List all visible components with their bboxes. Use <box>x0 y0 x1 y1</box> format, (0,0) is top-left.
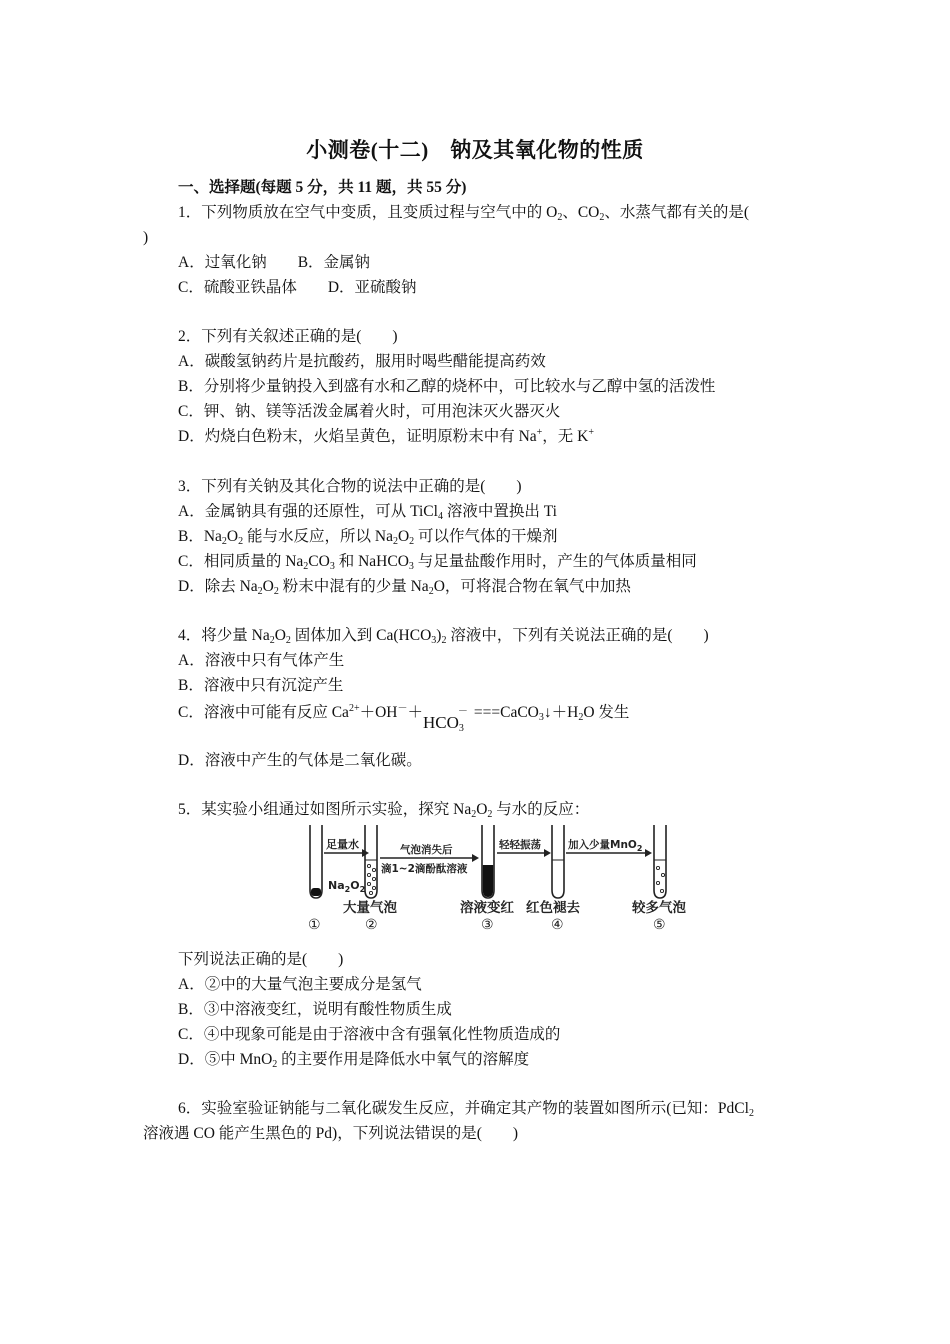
q2-option-a: A．碳酸氢钠药片是抗酸药，服用时喝些醋能提高药效 <box>178 353 546 370</box>
q4-option-d: D．溶液中产生的气体是二氧化碳。 <box>178 752 422 769</box>
q5-option-a: A．②中的大量气泡主要成分是氢气 <box>178 976 422 993</box>
q2-option-c: C．钾、钠、镁等活泼金属着火时，可用泡沫灭火器灭火 <box>178 403 561 420</box>
q4-stem: 4．将少量 $Na_2O_2$ 固体加入到 $Ca(HCO_3)_2$ 溶液中，下列有关说法正确的是( ) <box>178 627 709 646</box>
q1-stem-cont: ) <box>143 229 149 246</box>
test-tube-3 <box>482 825 494 898</box>
q3-option-b: B．$Na_2O_2$ 能与水反应，所以 $Na_2O_2$ 可以作气体的干燥剂 <box>178 528 558 547</box>
q3-option-d: D．除去 $Na_2O_2$ 粉末中混有的少量 $Na_2O$，可将混合物在氧气中加热 <box>178 578 631 597</box>
q2-option-d: D．灼烧白色粉末，火焰呈黄色，证明原粉末中有 Na+，无 K+ <box>178 427 595 445</box>
arrow-2-bottom-label: 滴1~2滴酚酞溶液 <box>381 863 468 875</box>
caption-5: 较多气泡 <box>632 900 686 916</box>
number-3: ③ <box>481 918 494 933</box>
page-title: 小测卷(十二) 钠及其氧化物的性质 <box>306 138 644 162</box>
q5-experiment-diagram <box>300 820 686 935</box>
q1-stem: 1．下列物质放在空气中变质，且变质过程与空气中的 $O_2$、$CO_2$、水蒸气都有关的是( <box>178 204 750 223</box>
test-tube-2 <box>365 825 377 898</box>
q4-option-b: B．溶液中只有沉淀产生 <box>178 677 344 694</box>
caption-4: 红色褪去 <box>526 900 580 916</box>
test-tube-5 <box>654 825 666 898</box>
q1-options-ab: A．过氧化钠 B．金属钠 <box>178 254 371 271</box>
q1-options-cd: C．硫酸亚铁晶体 D．亚硫酸钠 <box>178 279 417 296</box>
q3-option-a: A．金属钠具有强的还原性，可从 TiCl$_4$ 溶液中置换出 Ti <box>178 503 557 522</box>
test-tube-4 <box>552 825 564 898</box>
q5-prompt: 下列说法正确的是( ) <box>178 951 344 968</box>
section-heading: 一、选择题(每题 5 分，共 11 题，共 55 分) <box>178 179 467 196</box>
arrow-3-label: 轻轻振荡 <box>499 839 541 851</box>
caption-2: 大量气泡 <box>343 900 397 916</box>
arrow-4 <box>566 838 652 857</box>
q3-stem: 3．下列有关钠及其化合物的说法中正确的是( ) <box>178 478 522 495</box>
q2-stem: 2．下列有关叙述正确的是( ) <box>178 328 398 345</box>
q6-stem-line2: 溶液遇 CO 能产生黑色的 Pd)，下列说法错误的是( ) <box>143 1125 519 1142</box>
arrow-1 <box>324 837 369 857</box>
arrow-4-label: 加入少量MnO$_2$ <box>568 839 643 853</box>
arrow-2 <box>380 843 479 875</box>
arrow-3 <box>497 838 551 857</box>
q4-option-a: A．溶液中只有气体产生 <box>178 652 345 669</box>
q5-stem: 5．某实验小组通过如图所示实验，探究 $Na_2O_2$ 与水的反应： <box>178 801 590 820</box>
caption-3: 溶液变红 <box>460 900 514 916</box>
test-tube-1 <box>310 825 322 898</box>
q3-option-c: C．相同质量的 $Na_2CO_3$ 和 NaHCO$_3$ 与足量盐酸作用时，产生的气体质量相同 <box>178 553 697 572</box>
q4-option-c: C．溶液中可能有反应 $Ca^{2+}+OH^-+HCO_3^-$ $===CaCO_3↓+H_2O$ 发生 <box>178 703 630 734</box>
q6-stem-line1: 6．实验室验证钠能与二氧化碳发生反应，并确定其产物的装置如图所示(已知：PdCl$_2$ <box>178 1100 754 1119</box>
q2-option-b: B．分别将少量钠投入到盛有水和乙醇的烧杯中，可比较水与乙醇中氢的活泼性 <box>178 378 716 395</box>
q5-option-b: B．③中溶液变红，说明有酸性物质生成 <box>178 1001 452 1018</box>
number-4: ④ <box>551 918 564 933</box>
arrow-2-top-label: 气泡消失后 <box>400 844 453 856</box>
tube1-label: $Na_2O_2$ <box>328 879 366 894</box>
q5-option-c: C．④中现象可能是由于溶液中含有强氧化性物质造成的 <box>178 1026 561 1043</box>
number-2: ② <box>365 918 378 933</box>
number-1: ① <box>308 918 321 933</box>
arrow-1-label: 足量水 <box>326 838 359 851</box>
number-5: ⑤ <box>653 918 666 933</box>
q5-option-d: D．⑤中 MnO$_2$ 的主要作用是降低水中氧气的溶解度 <box>178 1051 530 1070</box>
